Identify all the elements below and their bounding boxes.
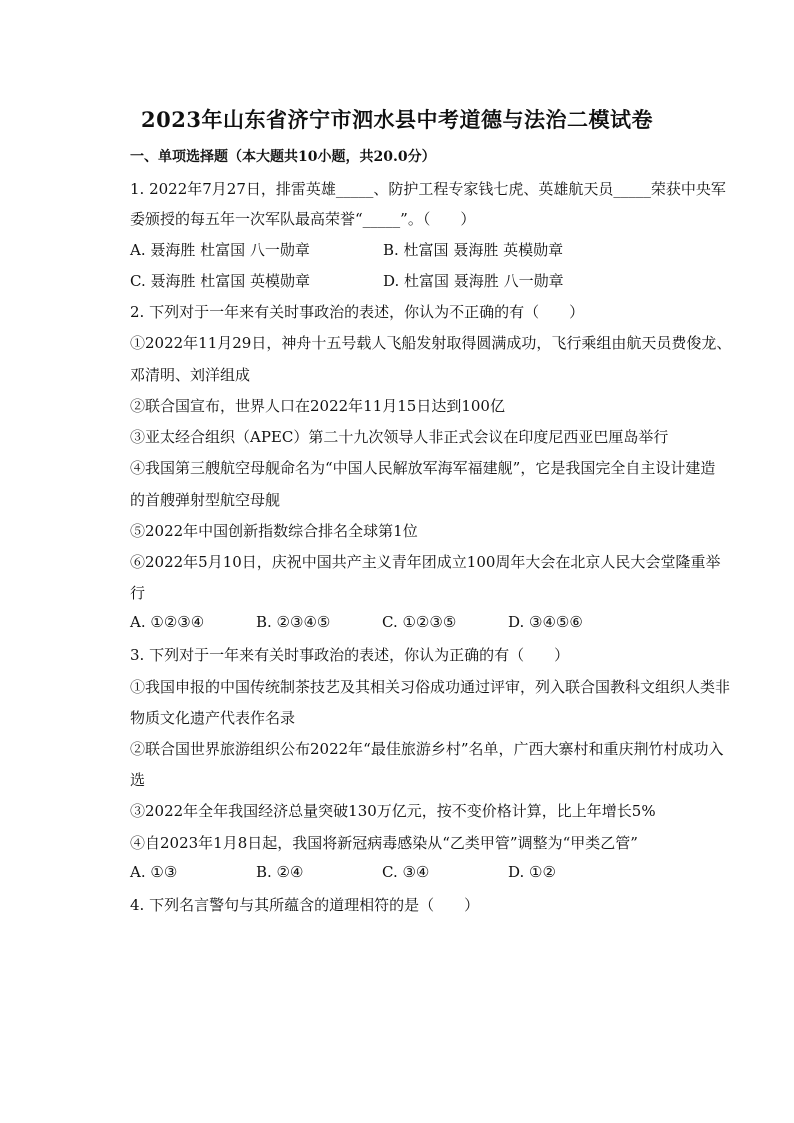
q2-option-c: C. ①②③⑤ [382,613,457,631]
q2-item-line: ②联合国宣布，世界人口在2022年11月15日达到100亿 [130,397,505,415]
q2-item-line: ④我国第三艘航空母舰命名为“中国人民解放军海军福建舰”，它是我国完全自主设计建造 [130,459,716,477]
q1-option-d: D. 杜富国 聂海胜 八一勋章 [383,272,564,290]
q1-stem-line-1: 1. 2022年7月27日，排雷英雄_____、防护工程专家钱七虎、英雄航天员_____荣获中央军 [130,180,726,198]
q1-option-a: A. 聂海胜 杜富国 八一勋章 [130,241,310,259]
q3-stem: 3. 下列对于一年来有关时事政治的表述，你认为正确的有（ ） [130,646,570,664]
page-title: 2023年山东省济宁市泗水县中考道德与法治二模试卷 [141,107,653,132]
q2-item-line: ①2022年11月29日，神舟十五号载人飞船发射取得圆满成功，飞行乘组由航天员费俊龙、 [130,334,732,352]
q3-option-b: B. ②④ [256,863,304,881]
q3-item-line: ②联合国世界旅游组织公布2022年“最佳旅游乡村”名单，广西大寨村和重庆荆竹村成功入 [130,740,724,758]
q2-item-line: ⑥2022年5月10日，庆祝中国共产主义青年团成立100周年大会在北京人民大会堂隆重举 [130,553,721,571]
q2-option-a: A. ①②③④ [130,613,205,631]
q1-option-b: B. 杜富国 聂海胜 英模勋章 [383,241,564,259]
q3-option-a: A. ①③ [130,863,178,881]
q2-option-d: D. ③④⑤⑥ [508,613,583,631]
q3-option-d: D. ①② [508,863,556,881]
q2-item-line: 的首艘弹射型航空母舰 [130,491,281,509]
q2-option-b: B. ②③④⑤ [256,613,331,631]
q1-option-c: C. 聂海胜 杜富国 英模勋章 [130,272,311,290]
q2-item-line: ⑤2022年中国创新指数综合排名全球第1位 [130,522,418,540]
q2-item-line: 邓清明、刘洋组成 [130,366,251,384]
section-heading: 一、单项选择题（本大题共10小题，共20.0分） [130,149,436,165]
q3-item-line: 物质文化遗产代表作名录 [130,709,296,727]
q2-stem: 2. 下列对于一年来有关时事政治的表述，你认为不正确的有（ ） [130,303,585,321]
q1-stem-line-2: 委颁授的每五年一次军队最高荣誉“_____”。（ ） [130,210,476,228]
q3-option-c: C. ③④ [382,863,430,881]
q3-item-line: ③2022年全年我国经济总量突破130万亿元，按不变价格计算，比上年增长5% [130,802,656,820]
q3-item-line: ①我国申报的中国传统制茶技艺及其相关习俗成功通过评审，列入联合国教科文组织人类非 [130,678,731,696]
q3-item-line: ④自2023年1月8日起，我国将新冠病毒感染从“乙类甲管”调整为“甲类乙管” [130,834,638,852]
q3-item-line: 选 [130,771,146,789]
q2-item-line: ③亚太经合组织（APEC）第二十九次领导人非正式会议在印度尼西亚巴厘岛举行 [130,428,669,446]
q2-item-line: 行 [130,584,146,602]
q4-stem: 4. 下列名言警句与其所蕴含的道理相符的是（ ） [130,896,480,914]
